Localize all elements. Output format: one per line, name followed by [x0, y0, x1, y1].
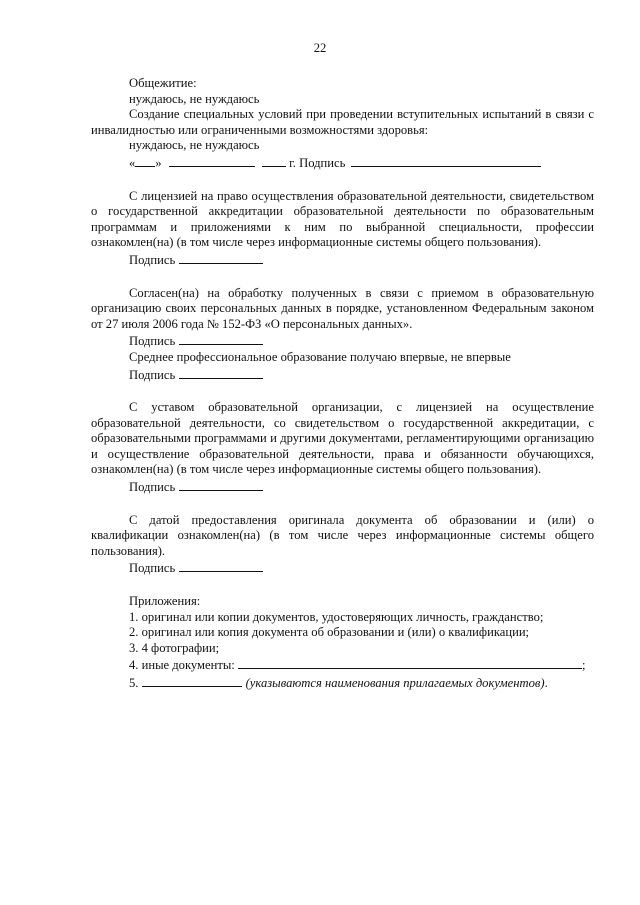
signature-blank[interactable] [179, 478, 263, 491]
charter-paragraph: С уставом образовательной организации, с лицензией на осуществление образовательной деятельности, со свидетельством о государственной аккредитации, с образовательными программами и другими документами, регламентирующими организацию и осуществление образовательной деятельности, права и обязанности обучающихся, ознакомлен(на) (в том числе через информационные системы общего пользования). [91, 400, 594, 477]
page-number: 22 [313, 41, 327, 55]
signature-label: Подпись [129, 561, 176, 576]
attachment-item-label: 5. [129, 676, 139, 690]
signature-blank[interactable] [179, 366, 263, 379]
license-signature-line [91, 251, 594, 269]
signature-blank[interactable] [179, 559, 263, 572]
signature-label: Подпись [129, 480, 176, 495]
attachment-item-named-documents [91, 674, 594, 692]
attachments-heading: Приложения: [129, 594, 201, 609]
attachment-item: 2. оригинал или копия документа об образовании и (или) о квалификации; [129, 625, 530, 640]
day-blank[interactable] [135, 154, 155, 167]
special-conditions-text: Создание специальных условий при проведении вступительных испытаний в связи с инвалидностью или ограниченными возможностями здоровья: [91, 107, 594, 137]
signature-blank[interactable] [179, 251, 263, 264]
date-open-quote: « [129, 155, 136, 170]
month-blank[interactable] [169, 154, 255, 167]
signature-blank[interactable] [179, 332, 263, 345]
attachment-item-suffix: . [544, 676, 548, 690]
original-date-signature-line [91, 559, 594, 577]
attachment-item: 1. оригинал или копии документов, удостоверяющих личность, гражданство; [129, 609, 544, 624]
license-paragraph: С лицензией на право осуществления образовательной деятельности, свидетельством о государственной аккредитации образовательной деятельности по образовательным программам и приложениями к ним по выбранной специальности, профессии ознакомлен(на) (в том числе через информационные системы общего пользования). [91, 188, 594, 250]
signature-blank[interactable] [351, 154, 541, 167]
signature-label: Подпись [129, 252, 176, 267]
signature-label: Подпись [129, 334, 176, 349]
dorm-options: нуждаюсь, не нуждаюсь [129, 91, 260, 106]
attachment-item-note: (указываются наименования прилагаемых документов) [245, 676, 545, 690]
signature-label: Подпись [299, 155, 346, 170]
date-close-quote: » [155, 155, 162, 170]
named-documents-blank[interactable] [142, 674, 242, 687]
attachment-item: 3. 4 фотографии; [129, 640, 220, 655]
charter-signature-line [91, 478, 594, 496]
dorm-label: Общежитие: [129, 76, 197, 90]
attachment-item-label: 4. иные документы: [129, 658, 235, 673]
consent-paragraph: Согласен(на) на обработку полученных в связи с приемом в образовательную организацию своих персональных данных в порядке, установленном Федеральным законом от 27 июля 2006 года № 152-ФЗ «О персональных данных». [91, 285, 594, 331]
year-suffix: г. [289, 155, 296, 170]
date-signature-line [91, 154, 594, 172]
other-documents-blank[interactable] [238, 656, 582, 669]
year-blank[interactable] [262, 154, 286, 167]
attachment-item-suffix: ; [581, 658, 586, 673]
consent-signature-line [91, 332, 594, 350]
original-date-paragraph: С датой предоставления оригинала документа об образовании и (или) о квалификации ознакомлен(на) (в том числе через информационные системы общего пользования). [91, 512, 594, 558]
attachment-item-other-documents [91, 656, 594, 674]
application-form-content [91, 76, 594, 692]
special-conditions-options: нуждаюсь, не нуждаюсь [129, 138, 260, 153]
secondary-education-text: Среднее профессиональное образование получаю впервые, не впервые [129, 349, 511, 364]
secondary-education-signature-line [91, 366, 594, 384]
signature-label: Подпись [129, 367, 176, 382]
